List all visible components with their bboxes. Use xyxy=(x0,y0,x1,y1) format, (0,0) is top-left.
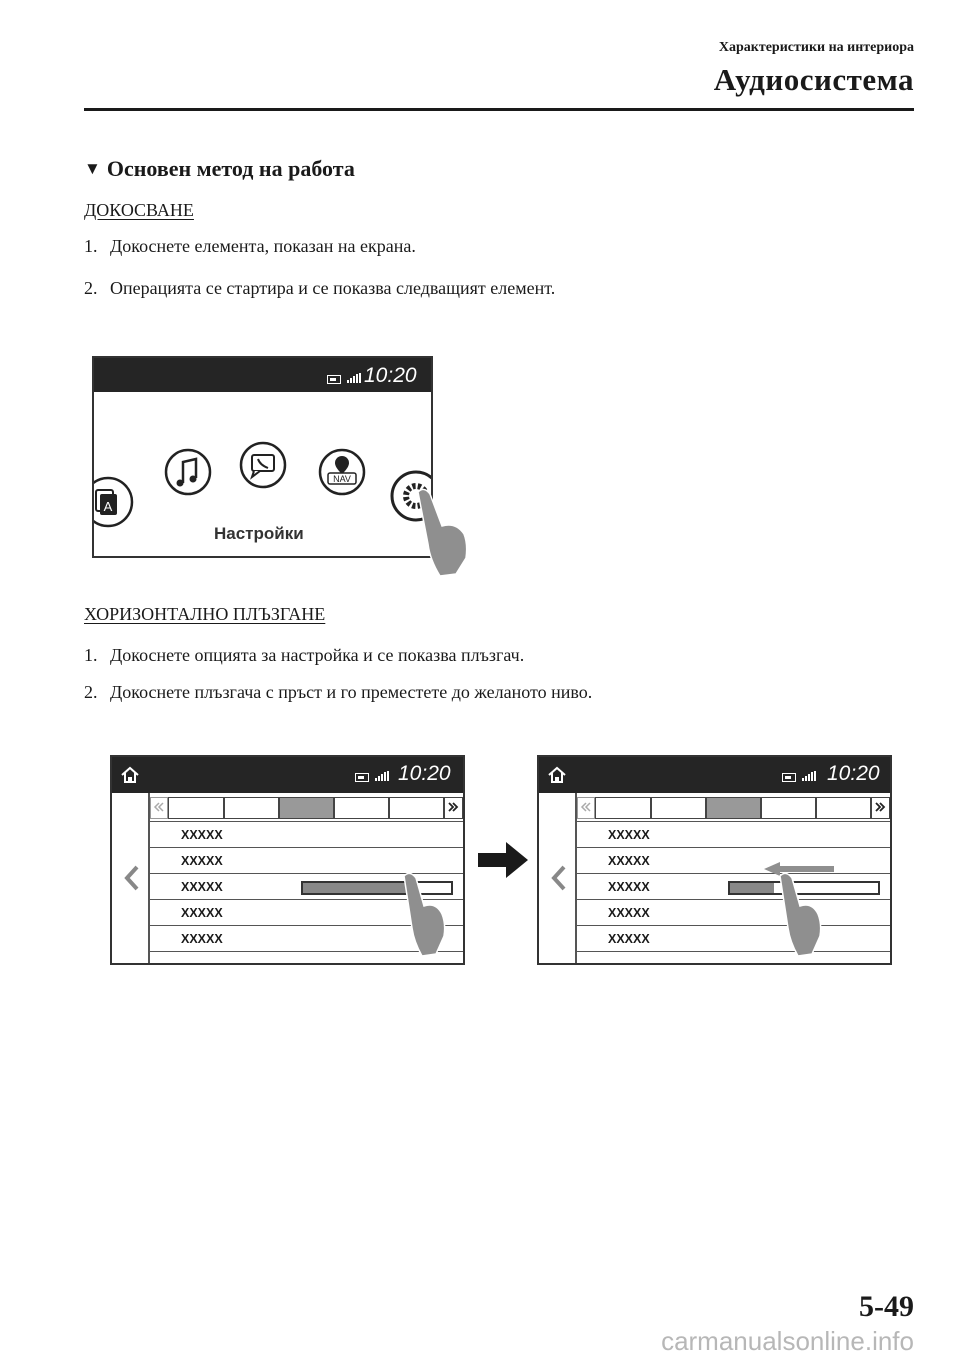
list-item[interactable] xyxy=(149,848,463,874)
tab-5[interactable] xyxy=(816,797,871,819)
step-text: Докоснете елемента, показан на екрана. xyxy=(110,236,416,256)
list-item[interactable] xyxy=(576,900,890,926)
clock: 10:20 xyxy=(398,762,451,785)
tab-scroll-right[interactable] xyxy=(871,797,890,819)
tab-4[interactable] xyxy=(761,797,816,819)
slide-screen-after xyxy=(537,755,892,965)
step-number: 1. xyxy=(84,236,98,256)
section-title: Характеристики на интериора xyxy=(718,40,914,55)
list-item-label: XXXXX xyxy=(181,854,223,868)
finger-icon xyxy=(400,872,448,958)
finger-icon xyxy=(776,872,824,958)
list-item-label: XXXXX xyxy=(608,854,650,868)
slide-step-2 xyxy=(84,682,592,703)
signal-icon xyxy=(375,771,389,781)
menu-caption: Настройки xyxy=(214,524,304,543)
step-text: Операцията се стартира и се показва следващият елемент. xyxy=(110,278,556,298)
list-item[interactable] xyxy=(576,848,890,874)
list-item-label: XXXXX xyxy=(608,880,650,894)
touch-step-1 xyxy=(84,236,416,257)
tab-strip xyxy=(577,797,890,819)
status-bar xyxy=(94,358,431,392)
touch-heading: ДОКОСВАНЕ xyxy=(84,200,194,220)
back-chevron-icon[interactable] xyxy=(551,865,567,891)
page-number: 5-49 xyxy=(859,1290,914,1323)
music-icon[interactable] xyxy=(166,450,210,494)
header-rule xyxy=(84,108,914,111)
slide-step-1 xyxy=(84,645,524,666)
clock: 10:20 xyxy=(364,364,417,387)
method-heading xyxy=(84,156,355,182)
status-bar xyxy=(539,757,890,793)
back-chevron-icon[interactable] xyxy=(124,865,140,891)
signal-icon xyxy=(347,373,361,383)
method-heading-text: Основен метод на работа xyxy=(106,156,355,181)
svg-text:NAV: NAV xyxy=(333,474,351,484)
right-arrow-icon xyxy=(478,842,528,878)
watermark: carmanualsonline.info xyxy=(661,1326,914,1356)
list-item-label: XXXXX xyxy=(181,932,223,946)
list-item-label: XXXXX xyxy=(181,880,223,894)
step-text: Докоснете плъзгача с пръст и го преместете до желаното ниво. xyxy=(110,682,593,702)
home-icon[interactable] xyxy=(120,766,140,784)
tab-2[interactable] xyxy=(651,797,706,819)
step-number: 2. xyxy=(84,278,98,298)
list-item-label: XXXXX xyxy=(608,932,650,946)
slider-fill xyxy=(730,883,774,893)
touch-screen xyxy=(92,356,433,558)
list-item-label: XXXXX xyxy=(608,906,650,920)
step-text: Докоснете опцията за настройка и се показва плъзгач. xyxy=(110,645,525,665)
tab-1[interactable] xyxy=(168,797,224,819)
slider-fill xyxy=(303,883,407,893)
battery-icon xyxy=(355,773,369,782)
phone-icon[interactable] xyxy=(241,443,285,487)
home-icon[interactable] xyxy=(547,766,567,784)
tab-scroll-right[interactable] xyxy=(444,797,463,819)
list-item-label: XXXXX xyxy=(181,828,223,842)
tab-4[interactable] xyxy=(334,797,389,819)
step-number: 1. xyxy=(84,645,98,665)
tab-3-selected[interactable] xyxy=(279,797,334,819)
tab-scroll-left[interactable] xyxy=(150,797,168,819)
audio-source-icon[interactable] xyxy=(94,478,132,526)
signal-icon xyxy=(802,771,816,781)
chapter-title: Аудиосистема xyxy=(713,62,914,97)
tab-2[interactable] xyxy=(224,797,279,819)
clock: 10:20 xyxy=(827,762,880,785)
touch-step-2 xyxy=(84,278,555,299)
settings-list xyxy=(576,821,890,963)
step-number: 2. xyxy=(84,682,98,702)
tab-strip xyxy=(150,797,463,819)
list-item[interactable] xyxy=(576,926,890,952)
status-bar xyxy=(112,757,463,793)
tab-5[interactable] xyxy=(389,797,444,819)
list-item-label: XXXXX xyxy=(608,828,650,842)
triangle-icon: ▼ xyxy=(84,159,101,178)
navigation-icon[interactable] xyxy=(320,450,364,494)
list-item[interactable] xyxy=(149,822,463,848)
slide-heading: ХОРИЗОНТАЛНО ПЛЪЗГАНЕ xyxy=(84,604,326,624)
list-item[interactable] xyxy=(576,822,890,848)
list-item-label: XXXXX xyxy=(181,906,223,920)
list-item[interactable] xyxy=(576,874,890,900)
tab-1[interactable] xyxy=(595,797,651,819)
finger-icon xyxy=(412,486,472,578)
tab-3-selected[interactable] xyxy=(706,797,761,819)
tab-scroll-left[interactable] xyxy=(577,797,595,819)
battery-icon xyxy=(327,375,341,384)
battery-icon xyxy=(782,773,796,782)
svg-text:A: A xyxy=(103,499,113,514)
